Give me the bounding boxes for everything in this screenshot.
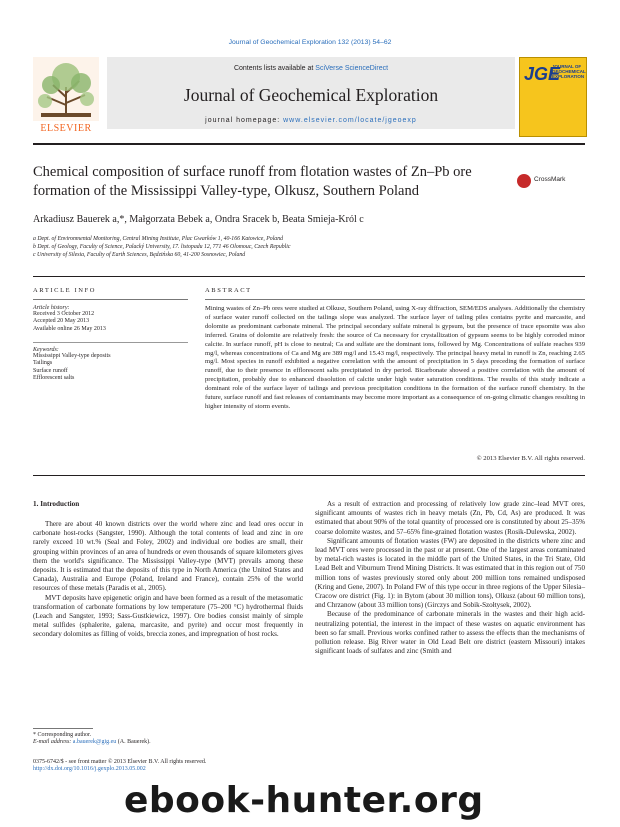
abstract-text: Mining wastes of Zn–Pb ores were studied at Olkusz, Southern Poland, using X-ray diffraction, SEM/EDS analyses. Additionally the chemistry of surface water runoff collected on the tailings slope was analyzed. The surface layer of tailing piles contains pyrite and marcasite, and dolomite as predominant carbonate mineral. The principal secondary sulfate mineral is gypsum, but the presence of trace epsomite was also inferred. Grains of dolomite are relatively fresh: the source of Ca necessary for crystallization of gypsum seems to be highly corroded minor calcite. In surface runoff, pH is close to neutral; Ca and sulfate are the dominant ions, followed by Mg. Concentrations of sulfate reaches 939 mg/l, whereas concentrations of Ca and Mg are 389 mg/l and 15.43 mg/l, respectively. The principal heavy metal in runoff is Zn, reaching 2.65 mg/l. Most species in runoff exhibited a negative correlation with the amount of precipitation in 5 days preceding the formation of surface runoff, due to their presence in efflorescent salts precipitated in dry period. Bicarbonate showed a positive correlation with the amount of precipitation, probably due to enhanced dissolution of calcite under high water saturation conditions. The results of this study indicate a dominant role of the surface layer of tailings and previous precipitation conditions in the formation of the surface runoff chemistry. In the future, surface runoff and fast releases of contaminants may become more important as a consequence of on-going climatic changes resulting in higher intensity of storm events. [205, 305, 585, 410]
body-paragraph: MVT deposits have epigenetic origin and have been formed as a result of the metasomatic transformation of carbonate formations by low temperature (75–200 °C) hydrothermal fluids (Leach and Sangster, 1993; Sass-Gustkiewicz, 1997). Ore bodies consist mainly of simple metal sulfides (sphalerite, galena, marcasite, and pyrite) and occur most frequently in secondary dolomites as filling of voids, breccia zones, and impregnation of host rocks. [33, 593, 303, 639]
article-title: Chemical composition of surface runoff from flotation wastes of Zn–Pb ore formation of the Mississippi Valley-type, Olkusz, Southern Poland [33, 164, 472, 199]
article-history [33, 305, 193, 333]
cover-abbreviation: JGE [524, 64, 561, 84]
issn-line: 0375-6742/$ - see front matter © 2013 Elsevier B.V. All rights reserved. [33, 759, 207, 765]
email-link[interactable]: a.bauerek@gig.eu [72, 739, 117, 746]
body-paragraph: Because of the predominance of carbonate minerals in the wastes and their high acid-neutralizing potential, the interest in the impact of these wastes on aquatic environment has been so far small. Previous works confined rather to assess the effects than the mechanisms of pollution release. Big River water in Old Lead Belt ore district (eastern Missouri) intakes significant loads of sulfates and zinc (Smith and [315, 610, 585, 656]
publisher-wordmark: ELSEVIER [40, 123, 92, 134]
masthead-banner [107, 57, 515, 129]
doi-link[interactable]: http://dx.doi.org/10.1016/j.gexplo.2013.05.002 [33, 766, 146, 773]
section-heading-introduction: 1. Introduction [33, 500, 80, 508]
keyword-item: Efflorescent salts [33, 375, 75, 382]
body-paragraph: Significant amounts of flotation wastes (FW) are deposited in the districts where zinc and lead MVT ores were processed in the past or at present. One of the largest areas contaminated by metal-rich wastes is located in the middle part of the United States, in the Tri State, Old Lead Belt and Viburnum Trend Mining Districts. It was estimated that in this region out of 750 million tons of wastes previously stored only about 200 million tons remained undisposed (Kring and Gene, 2007). In Poland FW of this type occur in three regions of the Upper Silesia–Cracow ore district (Fig. 1): in Bytom (about 30 million tons), Olkusz (about 60 million tons), and Chrzanow (about 33 million tons) (Girczys and Sobik-Szołtysek, 2002). [315, 536, 585, 610]
crossmark-label: CrossMark [534, 176, 566, 183]
header-divider [33, 276, 585, 277]
body-paragraph: As a result of extraction and processing of relatively low grade zinc–lead MVT ores, significant amounts of wastes rich in heavy metals (Zn, Pb, Cd, As) are produced. It was estimated that about 90% of the total quantity of processed ore is constituted by about 25–35% coarse dolomite wastes, and 57–65% fine-grained flotation wastes (Rosik-Dulewska, 2002). [315, 500, 585, 536]
sciencedirect-link[interactable]: SciVerse ScienceDirect [315, 65, 389, 72]
affiliation-c: c University of Silesia, Faculty of Earth Sciences, Będzińska 60, 41-200 Sosnowiec, Poland [33, 252, 246, 258]
corresponding-label: * Corresponding author. [33, 732, 92, 738]
body-left-column [33, 520, 303, 640]
watermark-text: ebook-hunter.org [124, 780, 484, 821]
history-received: Received 3 October 2012 [33, 311, 95, 317]
abstract-copyright: © 2013 Elsevier B.V. All rights reserved. [476, 455, 585, 462]
keyword-item: Surface runoff [33, 367, 68, 374]
publication-info [33, 759, 303, 774]
info-rule [33, 299, 188, 300]
abstract-end-divider [33, 475, 585, 476]
keyword-item: Mississippi Valley-type deposits [33, 353, 111, 359]
masthead-divider [33, 143, 585, 145]
running-head[interactable]: Journal of Geochemical Exploration 132 (2013) 54–62 [228, 39, 392, 46]
affiliation-b: b Dept. of Geology, Faculty of Science, Palacký University, 17. listopadu 12, 771 46 Olomouc, Czech Republic [33, 244, 291, 250]
history-accepted: Accepted 20 May 2013 [33, 318, 90, 325]
email-line: E-mail address: a.bauerek@gig.eu (A. Bauerek). [33, 739, 151, 746]
footnote-rule [33, 728, 93, 729]
history-online: Available online 26 May 2013 [33, 325, 106, 332]
contents-line: Contents lists available at SciVerse ScienceDirect [233, 65, 389, 72]
author-list: Arkadiusz Bauerek a,*, Małgorzata Bebek a, Ondra Sracek b, Beata Smieja-Król c [33, 214, 364, 225]
crossmark-badge[interactable] [517, 173, 577, 191]
corresponding-author-footnote [33, 732, 303, 747]
journal-name: Journal of Geochemical Exploration [183, 85, 439, 105]
cover-title: JOURNAL OF GEOCHEMICAL EXPLORATION [552, 64, 586, 80]
keywords-block [33, 347, 193, 383]
affiliation-a: a Dept. of Environmental Monitoring, Central Mining Institute, Plac Gwarków 1, 40-166 Katowice, Poland [33, 236, 283, 242]
info-inner-rule [33, 342, 188, 343]
keyword-item: Tailings [33, 360, 53, 367]
history-label: Article history: [33, 305, 70, 311]
masthead [33, 57, 585, 141]
crossmark-icon [517, 174, 531, 188]
abstract-rule [205, 299, 585, 300]
abstract-heading: ABSTRACT [205, 287, 252, 294]
homepage-link[interactable]: www.elsevier.com/locate/jgeoexp [283, 117, 417, 124]
body-right-column [315, 500, 585, 656]
article-info-heading: ARTICLE INFO [33, 287, 97, 294]
journal-homepage: journal homepage: www.elsevier.com/locate/jgeoexp [205, 117, 417, 124]
keywords-label: Keywords: [33, 347, 59, 353]
body-paragraph: There are about 40 known districts over the world where zinc and lead ores occur in carbonate host-rocks (Sangster, 1990). Although the total contents of lead and zinc in ore rarely exceed 10 wt.% (Seal and Foley, 2002) and individual ore bodies are small, their grouping within provinces of an area of hundreds or even thousands of square kilometers gives them the world's significance. The Mississippi Valley-type (MVT) prevails among these deposits. It is estimated that the deposits of this type in North America (the United States and Canada), Australia and Europe (Poland, Ireland and France), contain 25% of the world resources of these metals (Paradis et al., 2005). [33, 520, 303, 593]
journal-cover-thumbnail [519, 57, 587, 137]
